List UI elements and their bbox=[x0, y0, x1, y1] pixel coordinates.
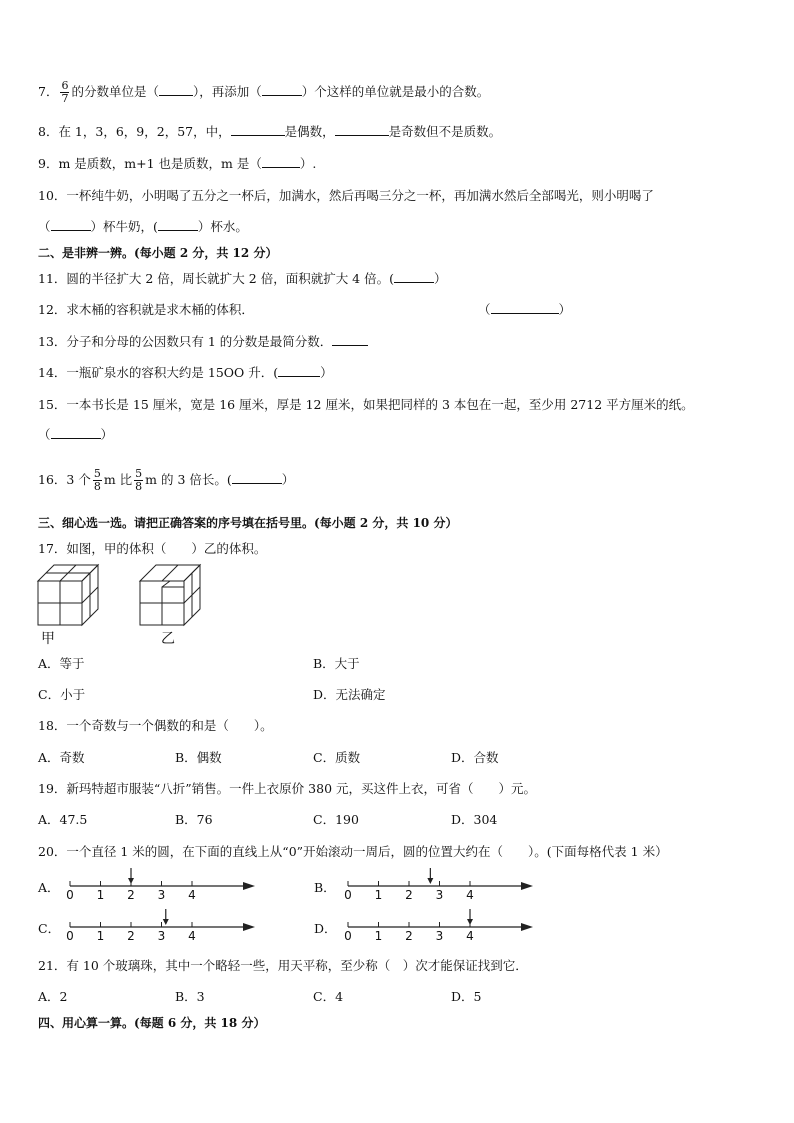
answer-blank[interactable] bbox=[158, 219, 198, 231]
question-text: ） bbox=[100, 427, 114, 442]
fraction-denominator: 8 bbox=[93, 480, 101, 493]
question-10: 10．一杯纯牛奶，小明喝了五分之一杯后，加满水，然后再喝三分之一杯，再加满水然后全部喝光，则小明喝了 bbox=[38, 188, 654, 203]
answer-blank[interactable] bbox=[232, 472, 282, 484]
q21-option-b[interactable]: B．3 bbox=[175, 989, 205, 1004]
question-text: ） bbox=[558, 302, 572, 317]
section-2-heading: 二、是非辨一辨。(每小题 2 分，共 12 分） bbox=[38, 246, 278, 260]
tick-label: 3 bbox=[435, 929, 444, 943]
q20-option-b[interactable]: B． bbox=[314, 880, 336, 895]
question-15: 15．一本书长是 15 厘米，宽是 16 厘米，厚是 12 厘米，如果把同样的 3 本包在一起，至少用 2712 平方厘米的纸。 bbox=[38, 397, 694, 412]
question-text: （ bbox=[478, 302, 491, 317]
fraction bbox=[134, 468, 143, 493]
answer-blank[interactable] bbox=[262, 84, 302, 96]
answer-blank[interactable] bbox=[335, 124, 389, 136]
fraction-denominator: 7 bbox=[61, 92, 69, 105]
question-number: 7． bbox=[38, 84, 59, 99]
section-3-heading: 三、细心选一选。请把正确答案的序号填在括号里。(每小题 2 分，共 10 分） bbox=[38, 516, 458, 530]
question-text: （ bbox=[38, 219, 51, 234]
position-arrowhead bbox=[163, 919, 169, 925]
question-15-cont bbox=[38, 427, 113, 443]
axis-arrowhead bbox=[521, 923, 533, 931]
number-line-b bbox=[338, 866, 538, 902]
tick-label: 4 bbox=[466, 929, 474, 943]
question-text: ） bbox=[433, 271, 447, 286]
section-4-heading: 四、用心算一算。(每题 6 分，共 18 分） bbox=[38, 1016, 266, 1030]
tick-label: 3 bbox=[157, 888, 166, 902]
q19-option-b[interactable]: B．76 bbox=[175, 812, 213, 827]
number-line-d bbox=[338, 907, 538, 943]
question-text: m 比 bbox=[103, 472, 133, 487]
question-text: ） bbox=[320, 365, 333, 380]
question-11 bbox=[38, 271, 447, 287]
q18-option-d[interactable]: D．合数 bbox=[451, 750, 499, 765]
q17-option-b[interactable]: B．大于 bbox=[313, 656, 360, 671]
q20-option-a[interactable]: A． bbox=[38, 880, 60, 895]
fraction bbox=[93, 468, 102, 493]
tick-label: 0 bbox=[344, 929, 352, 943]
question-7 bbox=[38, 80, 489, 105]
q20-option-c[interactable]: C． bbox=[38, 921, 61, 936]
question-text: ），再添加（ bbox=[192, 84, 262, 99]
axis-arrowhead bbox=[243, 882, 255, 890]
question-text: ）杯牛奶，( bbox=[90, 219, 158, 234]
tick-label: 1 bbox=[374, 929, 383, 943]
question-text: （ bbox=[38, 427, 51, 442]
question-text: ）个这样的单位就是最小的合数。 bbox=[301, 84, 490, 99]
question-text: 14．一瓶矿泉水的容积大约是 15OO 升．( bbox=[38, 365, 279, 380]
q18-option-c[interactable]: C．质数 bbox=[313, 750, 361, 765]
question-text: ）杯水。 bbox=[197, 219, 248, 234]
tick-label: 3 bbox=[157, 929, 166, 943]
question-text: 11．圆的半径扩大 2 倍，周长就扩大 2 倍，面积就扩大 4 倍。( bbox=[38, 271, 394, 286]
q19-option-d[interactable]: D．304 bbox=[451, 812, 498, 827]
fraction-denominator: 8 bbox=[135, 480, 143, 493]
question-13 bbox=[38, 334, 368, 350]
question-21: 21．有 10 个玻璃珠，其中一个略轻一些，用天平称，至少称（ ）次才能保证找到它． bbox=[38, 958, 528, 973]
q17-option-c[interactable]: C．小于 bbox=[38, 687, 86, 702]
tick-label: 2 bbox=[127, 888, 135, 902]
label-yi: 乙 bbox=[161, 631, 175, 647]
number-line-c bbox=[60, 907, 260, 943]
q17-option-d[interactable]: D．无法确定 bbox=[313, 687, 386, 702]
question-14 bbox=[38, 365, 333, 381]
q21-option-a[interactable]: A．2 bbox=[38, 989, 68, 1004]
answer-blank[interactable] bbox=[51, 427, 101, 439]
question-text: 13．分子和分母的公因数只有 1 的分数是最简分数． bbox=[38, 334, 333, 349]
q18-option-a[interactable]: A．奇数 bbox=[38, 750, 85, 765]
question-text: m 的 3 倍长。( bbox=[145, 472, 232, 487]
tick-label: 1 bbox=[374, 888, 383, 902]
position-arrowhead bbox=[427, 878, 433, 884]
axis-arrowhead bbox=[243, 923, 255, 931]
question-text: 是奇数但不是质数。 bbox=[388, 124, 502, 139]
question-16 bbox=[38, 466, 294, 494]
question-19: 19．新玛特超市服装“八折”销售。一件上衣原价 380 元，买这件上衣，可省（ ）元。 bbox=[38, 781, 536, 796]
tick-label: 4 bbox=[188, 888, 196, 902]
tick-label: 0 bbox=[66, 888, 74, 902]
cube-yi bbox=[140, 565, 200, 625]
question-text: 9．m 是质数，m+1 也是质数，m 是（ bbox=[38, 156, 262, 171]
tick-label: 1 bbox=[96, 888, 105, 902]
question-10-cont bbox=[38, 219, 248, 235]
number-line-a bbox=[60, 866, 260, 902]
tick-label: 4 bbox=[466, 888, 474, 902]
tick-label: 4 bbox=[188, 929, 196, 943]
question-12: 12．求木桶的容积就是求木桶的体积． bbox=[38, 302, 254, 317]
tick-label: 0 bbox=[66, 929, 74, 943]
answer-blank[interactable] bbox=[491, 302, 559, 314]
answer-blank[interactable] bbox=[332, 334, 368, 346]
answer-blank[interactable] bbox=[51, 219, 91, 231]
question-9 bbox=[38, 156, 316, 172]
tick-label: 2 bbox=[127, 929, 135, 943]
position-arrowhead bbox=[128, 878, 134, 884]
position-arrowhead bbox=[467, 919, 473, 925]
question-text: ）. bbox=[299, 156, 317, 171]
question-text: 的分数单位是（ bbox=[71, 84, 159, 99]
axis-arrowhead bbox=[521, 882, 533, 890]
answer-blank[interactable] bbox=[231, 124, 285, 136]
question-text: ） bbox=[281, 472, 295, 487]
label-jia: 甲 bbox=[41, 631, 55, 647]
tick-label: 2 bbox=[405, 929, 413, 943]
answer-blank[interactable] bbox=[159, 84, 193, 96]
question-12-answer bbox=[478, 302, 571, 318]
fraction bbox=[60, 80, 69, 105]
q18-option-b[interactable]: B．偶数 bbox=[175, 750, 222, 765]
question-17: 17．如图，甲的体积（ ）乙的体积。 bbox=[38, 541, 267, 556]
answer-blank[interactable] bbox=[394, 271, 434, 283]
question-text: 是偶数， bbox=[284, 124, 335, 139]
q21-option-d[interactable]: D．5 bbox=[451, 989, 482, 1004]
tick-label: 0 bbox=[344, 888, 352, 902]
answer-blank[interactable] bbox=[278, 365, 320, 377]
question-text: 16．3 个 bbox=[38, 472, 91, 487]
fraction-numerator: 6 bbox=[61, 79, 69, 92]
tick-label: 1 bbox=[96, 929, 105, 943]
question-text: 8．在 1，3，6，9，2，57，中， bbox=[38, 124, 231, 139]
answer-blank[interactable] bbox=[262, 156, 300, 168]
tick-label: 2 bbox=[405, 888, 413, 902]
q19-option-a[interactable]: A．47.5 bbox=[38, 812, 88, 827]
tick-label: 3 bbox=[435, 888, 444, 902]
fraction-numerator: 5 bbox=[135, 467, 143, 480]
cube-jia bbox=[38, 565, 98, 625]
q21-option-c[interactable]: C．4 bbox=[313, 989, 344, 1004]
question-18: 18．一个奇数与一个偶数的和是（ ）。 bbox=[38, 718, 273, 733]
q19-option-c[interactable]: C．190 bbox=[313, 812, 359, 827]
question-20: 20．一个直径 1 米的圆，在下面的直线上从“0”开始滚动一周后，圆的位置大约在（ ）。(下面每格代表 1 米） bbox=[38, 844, 668, 859]
q17-option-a[interactable]: A．等于 bbox=[38, 656, 85, 671]
question-8 bbox=[38, 124, 501, 140]
q20-option-d[interactable]: D． bbox=[314, 921, 337, 936]
fraction-numerator: 5 bbox=[93, 467, 101, 480]
cube-figures bbox=[36, 563, 216, 653]
